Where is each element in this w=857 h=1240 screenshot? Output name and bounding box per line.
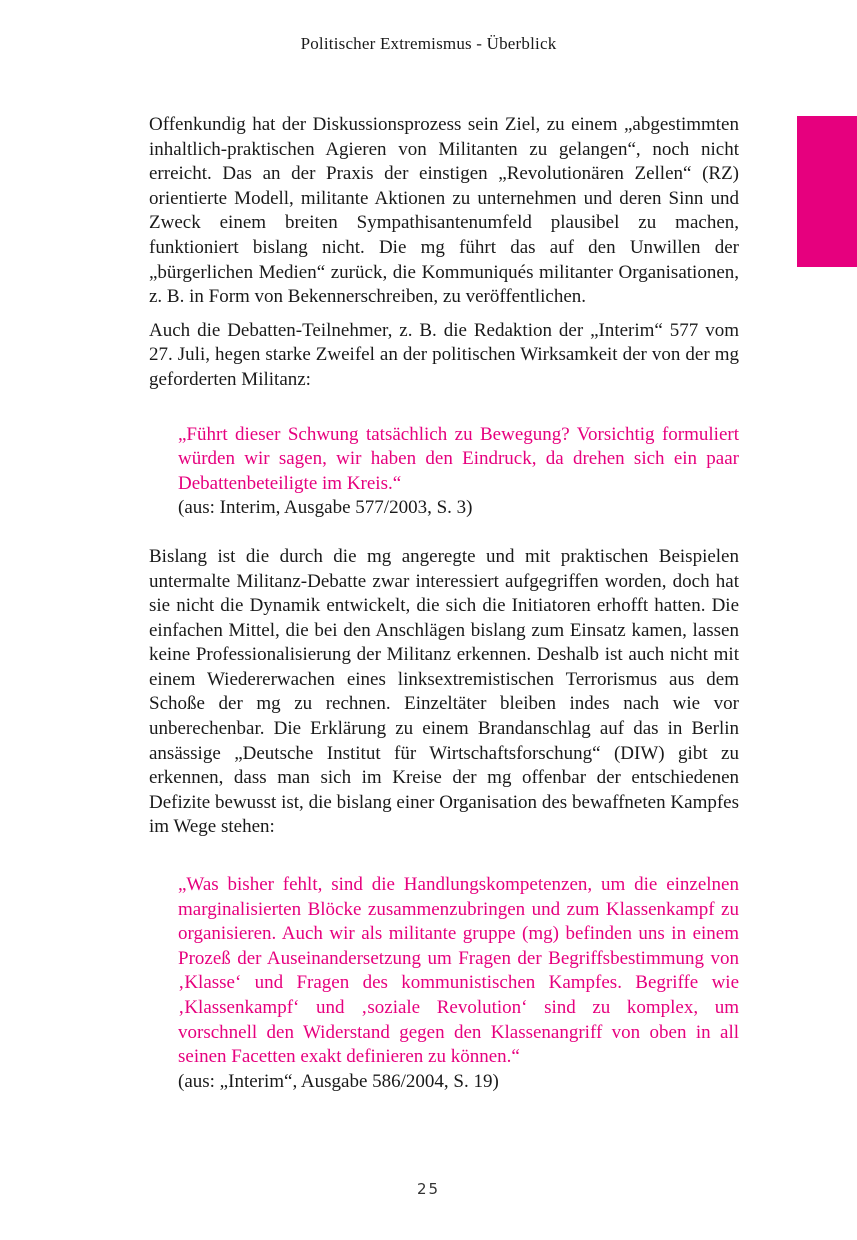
quote-1-text: „Führt dieser Schwung tatsächlich zu Bewegung? Vorsichtig formuliert würden wir sagen, wir haben den Eindruck, da drehen sich ein paar Debattenbeteiligte im Kreis.“ <box>178 423 739 494</box>
quote-1-source: (aus: Interim, Ausgabe 577/2003, S. 3) <box>178 497 473 519</box>
body-paragraph-3: Bislang ist die durch die mg angeregte und mit praktischen Beispielen untermalte Militanz-Debatte zwar interessiert aufgegriffen worden, doch hat sie nicht die Dynamik entwickelt, die sich die Initiatoren erhofft hatten. Die einfachen Mittel, die bei den Anschlägen bislang zum Einsatz kamen, lassen keine Professionalisierung der Militanz erkennen. Deshalb ist auch nicht mit einem Wiedererwachen eines linksextremistischen Terrorismus aus dem Schoße der mg zu rechnen. Einzeltäter bleiben indes nach wie vor unberechenbar. Die Erklärung zu einem Brandanschlag auf das in Berlin ansässige „Deutsche Institut für Wirtschaftsforschung“ (DIW) gibt zu erkennen, dass man sich im Kreise der mg offenbar der entschiedenen Defizite bewusst ist, die bislang einer Organisation des bewaffneten Kampfes im Wege stehen: <box>149 545 739 838</box>
block-quote-1 <box>178 423 739 521</box>
block-quote-2 <box>178 873 739 1094</box>
body-paragraph-2: Auch die Debatten-Teilnehmer, z. B. die Redaktion der „Interim“ 577 vom 27. Juli, hegen starke Zweifel an der politischen Wirksamkeit der von der mg geforderten Militanz: <box>149 319 739 390</box>
quote-2-source: (aus: „Interim“, Ausgabe 586/2004, S. 19) <box>178 1070 499 1092</box>
chapter-tab-marker <box>797 116 857 267</box>
page-number: 25 <box>416 1180 441 1198</box>
body-paragraph-1: Offenkundig hat der Diskussionsprozess sein Ziel, zu einem „abgestimmten inhaltlich-praktischen Agieren von Militanten zu gelangen“, noch nicht erreicht. Das an der Praxis der einstigen „Revolutionären Zellen“ (RZ) orientierte Modell, militante Aktionen zu unternehmen und deren Sinn und Zweck einem breiten Sympathisantenumfeld plausibel zu machen, funktioniert bislang nicht. Die mg führt das auf den Unwillen der „bürgerlichen Medien“ zurück, die Kommuniqués militanter Organisationen, z. B. in Form von Bekennerschreiben, zu veröffentlichen. <box>149 114 739 308</box>
quote-2-text: „Was bisher fehlt, sind die Handlungskompetenzen, um die einzelnen marginalisierten Blöcke zusammenzubringen und zum Klassenkampf zu organisieren. Auch wir als militante gruppe (mg) befinden uns in einem Prozeß der Auseinandersetzung um Fragen der Begriffsbestimmung von ‚Klasse‘ und Fragen des kommunistischen Kampfes. Begriffe wie ‚Klassenkampf‘ und ‚soziale Revolution‘ sind zu komplex, um vorschnell den Widerstand gegen den Klassenangriff von oben in all seinen Facetten exakt definieren zu können.“ <box>178 874 739 1068</box>
page-body <box>149 113 739 1094</box>
running-header: Politischer Extremismus - Überblick <box>300 34 557 53</box>
